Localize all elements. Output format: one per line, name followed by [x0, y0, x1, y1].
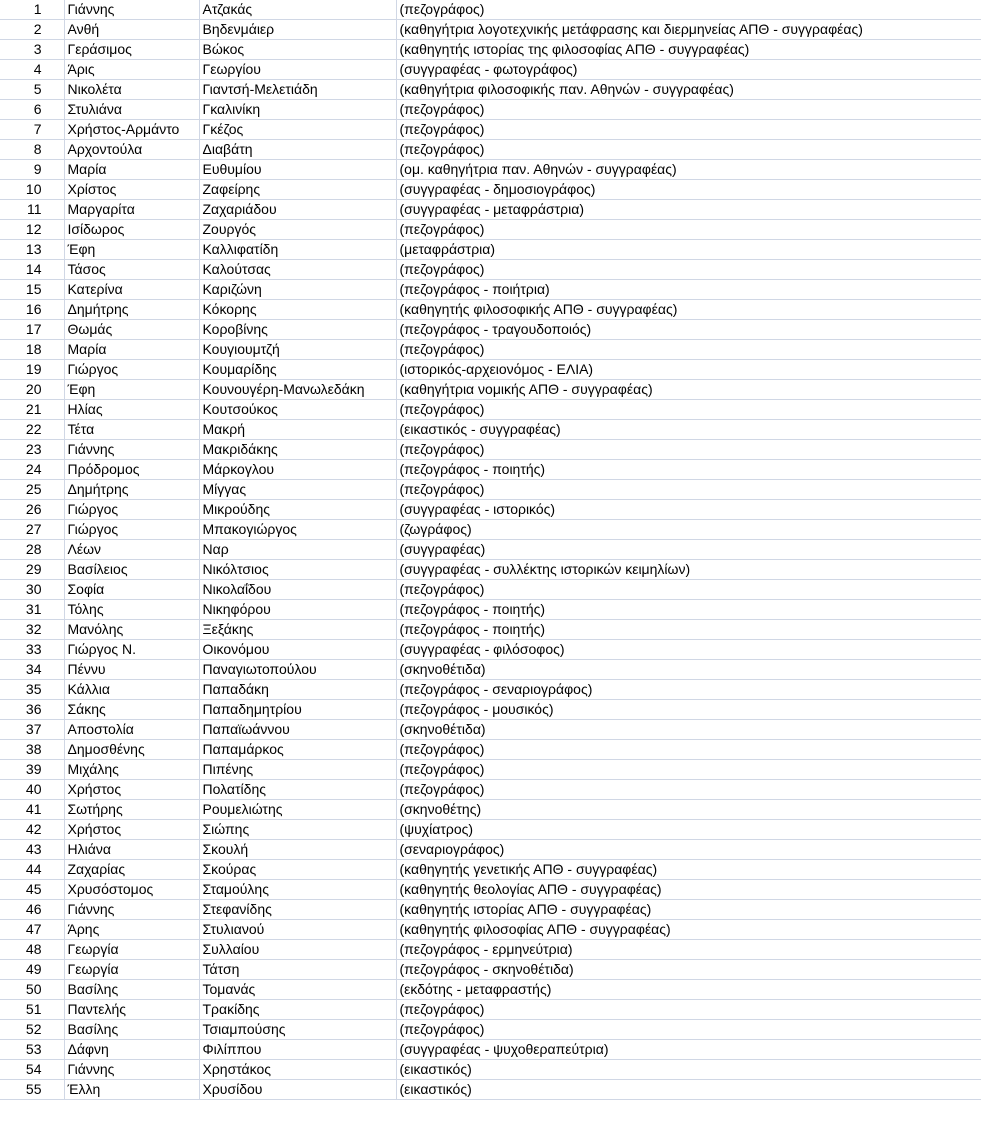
last-name-cell[interactable]: Συλλαίου	[199, 940, 396, 960]
table-row	[0, 260, 981, 280]
profession-cell[interactable]: (συγγραφέας - φωτογράφος)	[396, 60, 981, 80]
row-number-cell[interactable]: 54	[0, 1060, 64, 1080]
profession-cell[interactable]: (πεζογράφος)	[396, 220, 981, 240]
table-row	[0, 440, 981, 460]
last-name-cell[interactable]: Ρουμελιώτης	[199, 800, 396, 820]
last-name-cell[interactable]: Καλλιφατίδη	[199, 240, 396, 260]
row-number-cell[interactable]: 25	[0, 480, 64, 500]
profession-cell[interactable]: (καθηγητής θεολογίας ΑΠΘ - συγγραφέας)	[396, 880, 981, 900]
row-number-cell[interactable]: 43	[0, 840, 64, 860]
last-name-cell[interactable]: Σκουλή	[199, 840, 396, 860]
first-name-cell[interactable]: Γεωργία	[64, 960, 199, 980]
profession-cell[interactable]: (πεζογράφος - ποιητής)	[396, 620, 981, 640]
table-row	[0, 540, 981, 560]
row-number-cell[interactable]: 47	[0, 920, 64, 940]
profession-cell[interactable]: (καθηγήτρια λογοτεχνικής μετάφρασης και διερμηνείας ΑΠΘ - συγγραφέας)	[396, 20, 981, 40]
last-name-cell[interactable]: Παπαϊωάννου	[199, 720, 396, 740]
last-name-cell[interactable]: Σιώπης	[199, 820, 396, 840]
table-row	[0, 0, 981, 20]
table-row	[0, 860, 981, 880]
row-number-cell[interactable]: 13	[0, 240, 64, 260]
profession-cell[interactable]: (πεζογράφος - ποιητής)	[396, 600, 981, 620]
row-number-cell[interactable]: 31	[0, 600, 64, 620]
first-name-cell[interactable]: Γιάννης	[64, 440, 199, 460]
last-name-cell[interactable]: Νικολαΐδου	[199, 580, 396, 600]
row-number-cell[interactable]: 7	[0, 120, 64, 140]
first-name-cell[interactable]: Γεωργία	[64, 940, 199, 960]
row-number-cell[interactable]: 3	[0, 40, 64, 60]
profession-cell[interactable]: (εικαστικός)	[396, 1060, 981, 1080]
last-name-cell[interactable]: Στεφανίδης	[199, 900, 396, 920]
last-name-cell[interactable]: Χρηστάκος	[199, 1060, 396, 1080]
table-row	[0, 840, 981, 860]
last-name-cell[interactable]: Καλούτσας	[199, 260, 396, 280]
first-name-cell[interactable]: Μαρία	[64, 160, 199, 180]
first-name-cell[interactable]: Ανθή	[64, 20, 199, 40]
first-name-cell[interactable]: Έλλη	[64, 1080, 199, 1100]
row-number-cell[interactable]: 18	[0, 340, 64, 360]
profession-cell[interactable]: (καθηγητής γενετικής ΑΠΘ - συγγραφέας)	[396, 860, 981, 880]
profession-cell[interactable]: (ιστορικός-αρχειονόμος - ΕΛΙΑ)	[396, 360, 981, 380]
row-number-cell[interactable]: 22	[0, 420, 64, 440]
table-row	[0, 660, 981, 680]
first-name-cell[interactable]: Νικολέτα	[64, 80, 199, 100]
first-name-cell[interactable]: Χρήστος	[64, 820, 199, 840]
first-name-cell[interactable]: Γιώργος	[64, 520, 199, 540]
row-number-cell[interactable]: 45	[0, 880, 64, 900]
profession-cell[interactable]: (πεζογράφος)	[396, 140, 981, 160]
profession-cell[interactable]: (πεζογράφος)	[396, 260, 981, 280]
last-name-cell[interactable]: Χρυσίδου	[199, 1080, 396, 1100]
first-name-cell[interactable]: Μιχάλης	[64, 760, 199, 780]
profession-cell[interactable]: (πεζογράφος - σκηνοθέτιδα)	[396, 960, 981, 980]
profession-cell[interactable]: (πεζογράφος)	[396, 760, 981, 780]
table-row	[0, 200, 981, 220]
first-name-cell[interactable]: Δημοσθένης	[64, 740, 199, 760]
table-row	[0, 720, 981, 740]
profession-cell[interactable]: (πεζογράφος)	[396, 1000, 981, 1020]
last-name-cell[interactable]: Παναγιωτοπούλου	[199, 660, 396, 680]
first-name-cell[interactable]: Δημήτρης	[64, 300, 199, 320]
profession-cell[interactable]: (πεζογράφος)	[396, 1020, 981, 1040]
last-name-cell[interactable]: Παπαδημητρίου	[199, 700, 396, 720]
last-name-cell[interactable]: Σταμούλης	[199, 880, 396, 900]
profession-cell[interactable]: (σκηνοθέτιδα)	[396, 660, 981, 680]
table-row	[0, 700, 981, 720]
last-name-cell[interactable]: Μακριδάκης	[199, 440, 396, 460]
row-number-cell[interactable]: 44	[0, 860, 64, 880]
table-row	[0, 580, 981, 600]
first-name-cell[interactable]: Κατερίνα	[64, 280, 199, 300]
profession-cell[interactable]: (σκηνοθέτιδα)	[396, 720, 981, 740]
profession-cell[interactable]: (σκηνοθέτης)	[396, 800, 981, 820]
first-name-cell[interactable]: Δημήτρης	[64, 480, 199, 500]
table-row	[0, 600, 981, 620]
first-name-cell[interactable]: Βασίλης	[64, 980, 199, 1000]
last-name-cell[interactable]: Γκαλινίκη	[199, 100, 396, 120]
profession-cell[interactable]: (πεζογράφος)	[396, 480, 981, 500]
table-row	[0, 140, 981, 160]
first-name-cell[interactable]: Κάλλια	[64, 680, 199, 700]
first-name-cell[interactable]: Αρχοντούλα	[64, 140, 199, 160]
table-row	[0, 640, 981, 660]
first-name-cell[interactable]: Ηλίας	[64, 400, 199, 420]
table-row	[0, 100, 981, 120]
table-row	[0, 1080, 981, 1100]
row-number-cell[interactable]: 48	[0, 940, 64, 960]
row-number-cell[interactable]: 1	[0, 0, 64, 20]
first-name-cell[interactable]: Ηλιάνα	[64, 840, 199, 860]
first-name-cell[interactable]: Ζαχαρίας	[64, 860, 199, 880]
profession-cell[interactable]: (πεζογράφος - μουσικός)	[396, 700, 981, 720]
row-number-cell[interactable]: 20	[0, 380, 64, 400]
last-name-cell[interactable]: Ζουργός	[199, 220, 396, 240]
row-number-cell[interactable]: 27	[0, 520, 64, 540]
first-name-cell[interactable]: Σωτήρης	[64, 800, 199, 820]
last-name-cell[interactable]: Οικονόμου	[199, 640, 396, 660]
profession-cell[interactable]: (πεζογράφος - ποιητής)	[396, 460, 981, 480]
last-name-cell[interactable]: Νικηφόρου	[199, 600, 396, 620]
first-name-cell[interactable]: Γιάννης	[64, 1060, 199, 1080]
row-number-cell[interactable]: 33	[0, 640, 64, 660]
last-name-cell[interactable]: Μπακογιώργος	[199, 520, 396, 540]
row-number-cell[interactable]: 23	[0, 440, 64, 460]
last-name-cell[interactable]: Κουτσούκος	[199, 400, 396, 420]
first-name-cell[interactable]: Παντελής	[64, 1000, 199, 1020]
first-name-cell[interactable]: Γιάννης	[64, 900, 199, 920]
profession-cell[interactable]: (καθηγήτρια νομικής ΑΠΘ - συγγραφέας)	[396, 380, 981, 400]
profession-cell[interactable]: (συγγραφέας - φιλόσοφος)	[396, 640, 981, 660]
first-name-cell[interactable]: Αποστολία	[64, 720, 199, 740]
row-number-cell[interactable]: 53	[0, 1040, 64, 1060]
profession-cell[interactable]: (πεζογράφος)	[396, 440, 981, 460]
row-number-cell[interactable]: 24	[0, 460, 64, 480]
profession-cell[interactable]: (πεζογράφος)	[396, 0, 981, 20]
profession-cell[interactable]: (συγγραφέας - συλλέκτης ιστορικών κειμηλίων)	[396, 560, 981, 580]
first-name-cell[interactable]: Χρήστος-Αρμάντο	[64, 120, 199, 140]
last-name-cell[interactable]: Διαβάτη	[199, 140, 396, 160]
profession-cell[interactable]: (πεζογράφος)	[396, 100, 981, 120]
table-row	[0, 120, 981, 140]
row-number-cell[interactable]: 15	[0, 280, 64, 300]
table-row	[0, 380, 981, 400]
profession-cell[interactable]: (ζωγράφος)	[396, 520, 981, 540]
table-row	[0, 80, 981, 100]
last-name-cell[interactable]: Τσιαμπούσης	[199, 1020, 396, 1040]
row-number-cell[interactable]: 35	[0, 680, 64, 700]
row-number-cell[interactable]: 14	[0, 260, 64, 280]
profession-cell[interactable]: (καθηγητής ιστορίας ΑΠΘ - συγγραφέας)	[396, 900, 981, 920]
last-name-cell[interactable]: Βώκος	[199, 40, 396, 60]
row-number-cell[interactable]: 30	[0, 580, 64, 600]
profession-cell[interactable]: (καθηγητής φιλοσοφικής ΑΠΘ - συγγραφέας)	[396, 300, 981, 320]
last-name-cell[interactable]: Ευθυμίου	[199, 160, 396, 180]
table-row	[0, 320, 981, 340]
row-number-cell[interactable]: 32	[0, 620, 64, 640]
last-name-cell[interactable]: Μάρκογλου	[199, 460, 396, 480]
row-number-cell[interactable]: 16	[0, 300, 64, 320]
row-number-cell[interactable]: 38	[0, 740, 64, 760]
table-row	[0, 900, 981, 920]
first-name-cell[interactable]: Τόλης	[64, 600, 199, 620]
table-row	[0, 800, 981, 820]
table-row	[0, 940, 981, 960]
row-number-cell[interactable]: 6	[0, 100, 64, 120]
first-name-cell[interactable]: Βασίλης	[64, 1020, 199, 1040]
profession-cell[interactable]: (πεζογράφος)	[396, 120, 981, 140]
profession-cell[interactable]: (εκδότης - μεταφραστής)	[396, 980, 981, 1000]
row-number-cell[interactable]: 10	[0, 180, 64, 200]
last-name-cell[interactable]: Ναρ	[199, 540, 396, 560]
table-row	[0, 500, 981, 520]
last-name-cell[interactable]: Ατζακάς	[199, 0, 396, 20]
profession-cell[interactable]: (εικαστικός - συγγραφέας)	[396, 420, 981, 440]
last-name-cell[interactable]: Τομανάς	[199, 980, 396, 1000]
table-row	[0, 740, 981, 760]
last-name-cell[interactable]: Σκούρας	[199, 860, 396, 880]
last-name-cell[interactable]: Μίγγας	[199, 480, 396, 500]
table-row	[0, 920, 981, 940]
table-row	[0, 520, 981, 540]
table-row	[0, 820, 981, 840]
profession-cell[interactable]: (εικαστικός)	[396, 1080, 981, 1100]
first-name-cell[interactable]: Χρίστος	[64, 180, 199, 200]
table-row	[0, 40, 981, 60]
last-name-cell[interactable]: Κουνουγέρη-Μανωλεδάκη	[199, 380, 396, 400]
last-name-cell[interactable]: Γεωργίου	[199, 60, 396, 80]
last-name-cell[interactable]: Ζαχαριάδου	[199, 200, 396, 220]
first-name-cell[interactable]: Θωμάς	[64, 320, 199, 340]
first-name-cell[interactable]: Γιώργος	[64, 500, 199, 520]
last-name-cell[interactable]: Πιπένης	[199, 760, 396, 780]
row-number-cell[interactable]: 8	[0, 140, 64, 160]
table-row	[0, 460, 981, 480]
table-row	[0, 480, 981, 500]
profession-cell[interactable]: (καθηγητής ιστορίας της φιλοσοφίας ΑΠΘ - συγγραφέας)	[396, 40, 981, 60]
row-number-cell[interactable]: 34	[0, 660, 64, 680]
last-name-cell[interactable]: Μακρή	[199, 420, 396, 440]
last-name-cell[interactable]: Πολατίδης	[199, 780, 396, 800]
last-name-cell[interactable]: Γιαντσή-Μελετιάδη	[199, 80, 396, 100]
row-number-cell[interactable]: 17	[0, 320, 64, 340]
table-row	[0, 400, 981, 420]
row-number-cell[interactable]: 36	[0, 700, 64, 720]
table-row	[0, 760, 981, 780]
table-row	[0, 360, 981, 380]
first-name-cell[interactable]: Γεράσιμος	[64, 40, 199, 60]
row-number-cell[interactable]: 28	[0, 540, 64, 560]
first-name-cell[interactable]: Άρης	[64, 920, 199, 940]
table-row	[0, 340, 981, 360]
table-row	[0, 1040, 981, 1060]
profession-cell[interactable]: (συγγραφέας - ψυχοθεραπεύτρια)	[396, 1040, 981, 1060]
last-name-cell[interactable]: Μικρούδης	[199, 500, 396, 520]
table-row	[0, 160, 981, 180]
row-number-cell[interactable]: 51	[0, 1000, 64, 1020]
table-row	[0, 60, 981, 80]
row-number-cell[interactable]: 12	[0, 220, 64, 240]
profession-cell[interactable]: (σεναριογράφος)	[396, 840, 981, 860]
first-name-cell[interactable]: Τάσος	[64, 260, 199, 280]
row-number-cell[interactable]: 21	[0, 400, 64, 420]
profession-cell[interactable]: (συγγραφέας - ιστορικός)	[396, 500, 981, 520]
first-name-cell[interactable]: Δάφνη	[64, 1040, 199, 1060]
row-number-cell[interactable]: 26	[0, 500, 64, 520]
last-name-cell[interactable]: Τάτση	[199, 960, 396, 980]
last-name-cell[interactable]: Κόκορης	[199, 300, 396, 320]
last-name-cell[interactable]: Παπαδάκη	[199, 680, 396, 700]
row-number-cell[interactable]: 2	[0, 20, 64, 40]
row-number-cell[interactable]: 42	[0, 820, 64, 840]
first-name-cell[interactable]: Ισίδωρος	[64, 220, 199, 240]
table-row	[0, 980, 981, 1000]
last-name-cell[interactable]: Παπαμάρκος	[199, 740, 396, 760]
first-name-cell[interactable]: Λέων	[64, 540, 199, 560]
last-name-cell[interactable]: Νικόλτσιος	[199, 560, 396, 580]
profession-cell[interactable]: (καθηγητής φιλοσοφίας ΑΠΘ - συγγραφέας)	[396, 920, 981, 940]
profession-cell[interactable]: (πεζογράφος - σεναριογράφος)	[396, 680, 981, 700]
row-number-cell[interactable]: 39	[0, 760, 64, 780]
first-name-cell[interactable]: Έφη	[64, 240, 199, 260]
last-name-cell[interactable]: Ζαφείρης	[199, 180, 396, 200]
row-number-cell[interactable]: 9	[0, 160, 64, 180]
profession-cell[interactable]: (πεζογράφος)	[396, 400, 981, 420]
table-row	[0, 1020, 981, 1040]
row-number-cell[interactable]: 40	[0, 780, 64, 800]
row-number-cell[interactable]: 49	[0, 960, 64, 980]
profession-cell[interactable]: (πεζογράφος - ερμηνεύτρια)	[396, 940, 981, 960]
profession-cell[interactable]: (συγγραφέας - μεταφράστρια)	[396, 200, 981, 220]
row-number-cell[interactable]: 46	[0, 900, 64, 920]
row-number-cell[interactable]: 37	[0, 720, 64, 740]
last-name-cell[interactable]: Γκέζος	[199, 120, 396, 140]
row-number-cell[interactable]: 29	[0, 560, 64, 580]
last-name-cell[interactable]: Φιλίππου	[199, 1040, 396, 1060]
profession-cell[interactable]: (πεζογράφος)	[396, 580, 981, 600]
profession-cell[interactable]: (πεζογράφος)	[396, 780, 981, 800]
first-name-cell[interactable]: Άρις	[64, 60, 199, 80]
profession-cell[interactable]: (συγγραφέας)	[396, 540, 981, 560]
row-number-cell[interactable]: 52	[0, 1020, 64, 1040]
profession-cell[interactable]: (μεταφράστρια)	[396, 240, 981, 260]
table-row	[0, 960, 981, 980]
table-row	[0, 560, 981, 580]
table-row	[0, 680, 981, 700]
profession-cell[interactable]: (πεζογράφος - τραγουδοποιός)	[396, 320, 981, 340]
profession-cell[interactable]: (πεζογράφος)	[396, 740, 981, 760]
first-name-cell[interactable]: Πρόδρομος	[64, 460, 199, 480]
profession-cell[interactable]: (ομ. καθηγήτρια παν. Αθηνών - συγγραφέας)	[396, 160, 981, 180]
table-row	[0, 300, 981, 320]
first-name-cell[interactable]: Μαρία	[64, 340, 199, 360]
first-name-cell[interactable]: Στυλιάνα	[64, 100, 199, 120]
table-row	[0, 1060, 981, 1080]
last-name-cell[interactable]: Ξεξάκης	[199, 620, 396, 640]
table-row	[0, 780, 981, 800]
row-number-cell[interactable]: 11	[0, 200, 64, 220]
table-row	[0, 280, 981, 300]
first-name-cell[interactable]: Μανόλης	[64, 620, 199, 640]
row-number-cell[interactable]: 55	[0, 1080, 64, 1100]
first-name-cell[interactable]: Χρήστος	[64, 780, 199, 800]
table-row	[0, 1000, 981, 1020]
last-name-cell[interactable]: Τρακίδης	[199, 1000, 396, 1020]
last-name-cell[interactable]: Κουγιουμτζή	[199, 340, 396, 360]
first-name-cell[interactable]: Χρυσόστομος	[64, 880, 199, 900]
first-name-cell[interactable]: Τέτα	[64, 420, 199, 440]
first-name-cell[interactable]: Γιάννης	[64, 0, 199, 20]
table-row	[0, 220, 981, 240]
row-number-cell[interactable]: 5	[0, 80, 64, 100]
table-row	[0, 240, 981, 260]
first-name-cell[interactable]: Έφη	[64, 380, 199, 400]
first-name-cell[interactable]: Πέννυ	[64, 660, 199, 680]
row-number-cell[interactable]: 19	[0, 360, 64, 380]
last-name-cell[interactable]: Βηδενμάιερ	[199, 20, 396, 40]
table-row	[0, 620, 981, 640]
first-name-cell[interactable]: Γιώργος Ν.	[64, 640, 199, 660]
first-name-cell[interactable]: Σάκης	[64, 700, 199, 720]
last-name-cell[interactable]: Καριζώνη	[199, 280, 396, 300]
table-row	[0, 180, 981, 200]
profession-cell[interactable]: (πεζογράφος - ποιήτρια)	[396, 280, 981, 300]
row-number-cell[interactable]: 50	[0, 980, 64, 1000]
last-name-cell[interactable]: Κοροβίνης	[199, 320, 396, 340]
first-name-cell[interactable]: Μαργαρίτα	[64, 200, 199, 220]
table-row	[0, 420, 981, 440]
table-row	[0, 880, 981, 900]
profession-cell[interactable]: (συγγραφέας - δημοσιογράφος)	[396, 180, 981, 200]
last-name-cell[interactable]: Στυλιανού	[199, 920, 396, 940]
last-name-cell[interactable]: Κουμαρίδης	[199, 360, 396, 380]
row-number-cell[interactable]: 4	[0, 60, 64, 80]
row-number-cell[interactable]: 41	[0, 800, 64, 820]
first-name-cell[interactable]: Γιώργος	[64, 360, 199, 380]
table-row	[0, 20, 981, 40]
first-name-cell[interactable]: Βασίλειος	[64, 560, 199, 580]
profession-cell[interactable]: (πεζογράφος)	[396, 340, 981, 360]
first-name-cell[interactable]: Σοφία	[64, 580, 199, 600]
profession-cell[interactable]: (ψυχίατρος)	[396, 820, 981, 840]
profession-cell[interactable]: (καθηγήτρια φιλοσοφικής παν. Αθηνών - συγγραφέας)	[396, 80, 981, 100]
